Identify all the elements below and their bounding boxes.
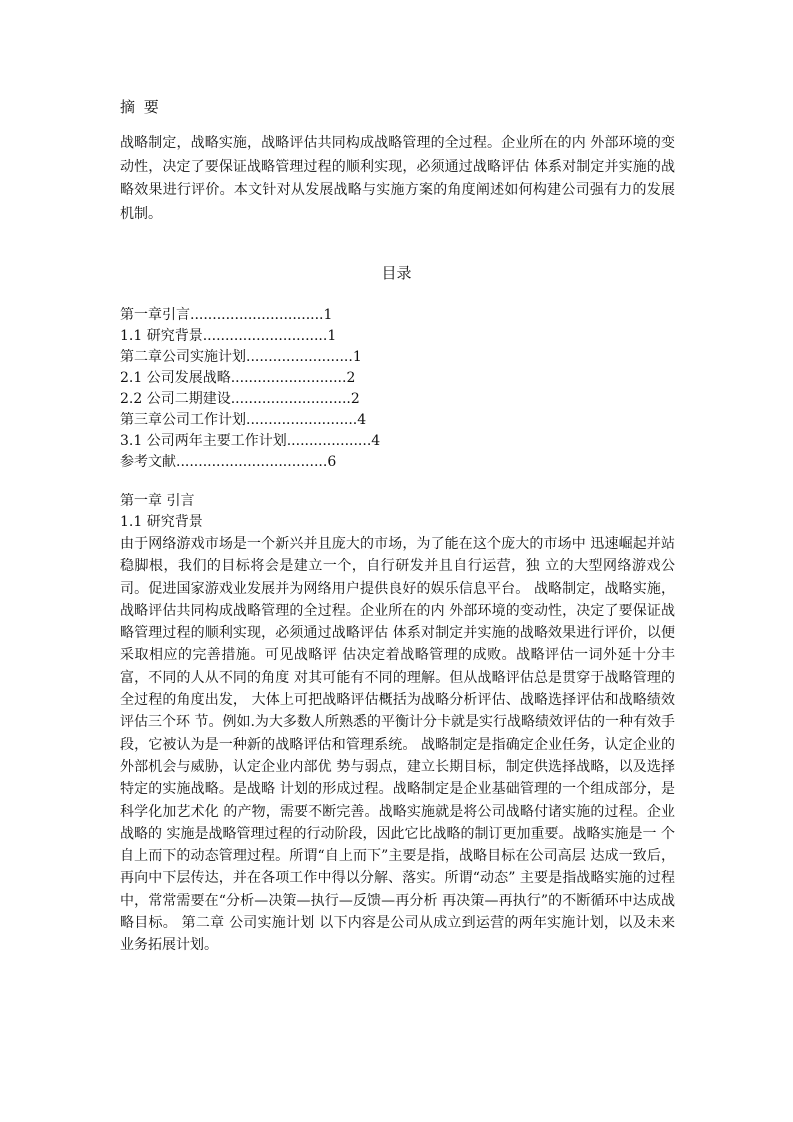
toc-entry-page: 1	[323, 307, 333, 323]
toc-entry-label: 参考文献	[120, 454, 176, 470]
toc-entry[interactable]	[120, 410, 520, 431]
toc-entry-label: 第二章公司实施计划	[120, 349, 246, 365]
toc-entry-dots: ............................	[202, 328, 328, 344]
toc-entry[interactable]	[120, 368, 520, 389]
toc-entry[interactable]	[120, 431, 520, 452]
toc-entry[interactable]	[120, 347, 520, 368]
toc-entry[interactable]	[120, 326, 520, 347]
toc-entry[interactable]	[120, 389, 520, 410]
toc-entry-dots: ..................................	[176, 454, 328, 470]
toc-title: 目录	[381, 264, 412, 282]
toc-entry-page: 1	[327, 328, 337, 344]
table-of-contents	[120, 305, 520, 473]
toc-entry[interactable]	[120, 452, 520, 473]
toc-entry-dots: ........................	[246, 349, 353, 365]
section-title: 1.1 研究背景	[120, 514, 203, 530]
toc-entry-dots: ...........................	[230, 391, 351, 407]
toc-entry-page: 1	[352, 349, 362, 365]
toc-entry-dots: ..........................	[230, 370, 347, 386]
chapter-title: 第一章 引言	[120, 493, 195, 509]
toc-entry-label: 2.2 公司二期建设	[120, 391, 231, 407]
toc-entry-page: 2	[350, 391, 360, 407]
toc-entry-page: 4	[357, 412, 367, 428]
toc-entry-label: 3.1 公司两年主要工作计划	[120, 433, 287, 449]
toc-entry-page: 2	[346, 370, 356, 386]
toc-entry-page: 4	[371, 433, 381, 449]
abstract-heading: 摘 要	[120, 98, 161, 116]
toc-entry-dots: ...................	[286, 433, 372, 449]
toc-entry-dots: .........................	[246, 412, 358, 428]
abstract-body: 战略制定，战略实施，战略评估共同构成战略管理的全过程。企业所在的内 外部环境的变动性，决定了要保证战略管理过程的顺利实现，必须通过战略评估 体系对制定并实施的战略效果进行评价。本文针对从发展战略与实施方案的角度阐述如何构建公司强有力的发展机制。	[120, 135, 675, 222]
toc-entry-page: 6	[327, 454, 337, 470]
chapter-body: 由于网络游戏市场是一个新兴并且庞大的市场，为了能在这个庞大的市场中 迅速崛起并站稳脚根，我们的目标将会是建立一个，自行研发并且自行运营，独 立的大型网络游戏公司。促进国家游戏业发展并为网络用户提供良好的娱乐信息平台。 战略制定，战略实施，战略评估共同构成战略管理的全过程。企业所在的内 外部环境的变动性，决定了要保证战略管理过程的顺利实现，必须通过战略评估 体系对制定并实施的战略效果进行评价，以便采取相应的完善措施。可见战略评 估决定着战略管理的成败。战略评估一词外延十分丰富，不同的人从不同的角度 对其可能有不同的理解。但从战略评估总是贯穿于战略管理的全过程的角度出发， 大体上可把战略评估概括为战略分析评估、战略选择评估和战略绩效评估三个环 节。例如.为大多数人所熟悉的平衡计分卡就是实行战略绩效评估的一种有效手 段，它被认为是一种新的战略评估和管理系统。 战略制定是指确定企业任务，认定企业的外部机会与威胁，认定企业内部优 势与弱点，建立长期目标，制定供选择战略，以及选择特定的实施战略。是战略 计划的形成过程。战略制定是企业基础管理的一个组成部分，是科学化加艺术化 的产物，需要不断完善。战略实施就是将公司战略付诸实施的过程。企业战略的 实施是战略管理过程的行动阶段，因此它比战略的制订更加重要。战略实施是一 个自上而下的动态管理过程。所谓“自上而下”主要是指，战略目标在公司高层 达成一致后，再向中下层传达，并在各项工作中得以分解、落实。所谓“动态” 主要是指战略实施的过程中，常常需要在“分析—决策—执行—反馈—再分析 再决策—再执行”的不断循环中达成战略目标。 第二章 公司实施计划 以下内容是公司从成立到运营的两年实施计划，以及未来业务拓展计划。	[120, 536, 675, 954]
toc-entry[interactable]	[120, 305, 520, 326]
toc-entry-label: 1.1 研究背景	[120, 328, 203, 344]
toc-entry-label: 2.1 公司发展战略	[120, 370, 231, 386]
toc-entry-label: 第一章引言	[120, 307, 190, 323]
toc-entry-dots: ..............................	[190, 307, 324, 323]
toc-entry-label: 第三章公司工作计划	[120, 412, 246, 428]
